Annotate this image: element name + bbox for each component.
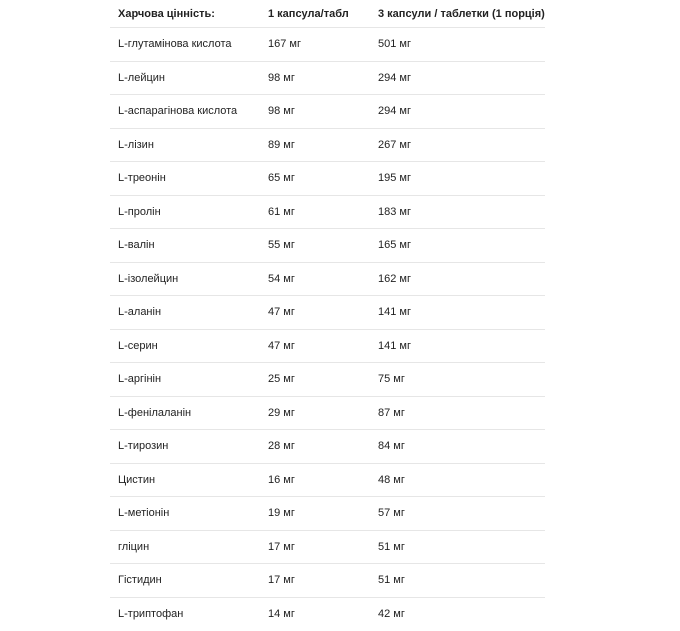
amount-per-serving: 195 мг (378, 172, 545, 184)
table-row (110, 263, 545, 297)
amount-per-serving: 294 мг (378, 72, 545, 84)
table-row (110, 430, 545, 464)
amount-per-capsule: 98 мг (268, 72, 378, 84)
table-row (110, 162, 545, 196)
nutrient-name: L-валін (110, 239, 268, 251)
amount-per-serving: 165 мг (378, 239, 545, 251)
nutrient-name: L-глутамінова кислота (110, 38, 268, 50)
nutrient-name: L-фенілаланін (110, 407, 268, 419)
table-body (110, 28, 545, 631)
amount-per-serving: 162 мг (378, 273, 545, 285)
amount-per-serving: 51 мг (378, 541, 545, 553)
nutrition-table (110, 0, 545, 631)
amount-per-capsule: 65 мг (268, 172, 378, 184)
nutrient-name: L-аргінін (110, 373, 268, 385)
nutrient-name: L-серин (110, 340, 268, 352)
nutrient-name: L-лейцин (110, 72, 268, 84)
header-per-capsule: 1 капсула/табл (268, 8, 378, 20)
amount-per-capsule: 54 мг (268, 273, 378, 285)
amount-per-capsule: 47 мг (268, 306, 378, 318)
amount-per-capsule: 25 мг (268, 373, 378, 385)
nutrient-name: гліцин (110, 541, 268, 553)
table-row (110, 196, 545, 230)
nutrient-name: L-аспарагінова кислота (110, 105, 268, 117)
amount-per-serving: 294 мг (378, 105, 545, 117)
nutrient-name: L-тирозин (110, 440, 268, 452)
nutrient-name: L-метіонін (110, 507, 268, 519)
table-row (110, 28, 545, 62)
amount-per-capsule: 89 мг (268, 139, 378, 151)
table-header-row (110, 0, 545, 28)
amount-per-serving: 87 мг (378, 407, 545, 419)
nutrient-name: L-лізин (110, 139, 268, 151)
amount-per-serving: 141 мг (378, 306, 545, 318)
amount-per-capsule: 29 мг (268, 407, 378, 419)
amount-per-serving: 48 мг (378, 474, 545, 486)
nutrient-name: L-триптофан (110, 608, 268, 620)
amount-per-capsule: 14 мг (268, 608, 378, 620)
amount-per-serving: 51 мг (378, 574, 545, 586)
nutrient-name: L-аланін (110, 306, 268, 318)
amount-per-serving: 267 мг (378, 139, 545, 151)
amount-per-capsule: 17 мг (268, 541, 378, 553)
table-row (110, 62, 545, 96)
table-row (110, 464, 545, 498)
amount-per-serving: 57 мг (378, 507, 545, 519)
table-row (110, 95, 545, 129)
amount-per-capsule: 28 мг (268, 440, 378, 452)
amount-per-serving: 183 мг (378, 206, 545, 218)
table-row (110, 330, 545, 364)
nutrient-name: L-треонін (110, 172, 268, 184)
amount-per-serving: 141 мг (378, 340, 545, 352)
nutrient-name: Гістидин (110, 574, 268, 586)
table-row (110, 497, 545, 531)
header-per-serving: 3 капсули / таблетки (1 порція) (378, 8, 545, 20)
table-row (110, 397, 545, 431)
amount-per-serving: 84 мг (378, 440, 545, 452)
amount-per-serving: 75 мг (378, 373, 545, 385)
table-row (110, 531, 545, 565)
amount-per-capsule: 47 мг (268, 340, 378, 352)
amount-per-capsule: 17 мг (268, 574, 378, 586)
table-row (110, 129, 545, 163)
table-row (110, 363, 545, 397)
table-row (110, 229, 545, 263)
amount-per-capsule: 19 мг (268, 507, 378, 519)
amount-per-capsule: 167 мг (268, 38, 378, 50)
table-row (110, 598, 545, 631)
nutrient-name: L-ізолейцин (110, 273, 268, 285)
amount-per-serving: 501 мг (378, 38, 545, 50)
nutrient-name: L-пролін (110, 206, 268, 218)
amount-per-capsule: 61 мг (268, 206, 378, 218)
amount-per-capsule: 55 мг (268, 239, 378, 251)
amount-per-serving: 42 мг (378, 608, 545, 620)
nutrient-name: Цистин (110, 474, 268, 486)
table-row (110, 564, 545, 598)
amount-per-capsule: 16 мг (268, 474, 378, 486)
table-row (110, 296, 545, 330)
amount-per-capsule: 98 мг (268, 105, 378, 117)
header-nutrient: Харчова цінність: (110, 8, 268, 20)
